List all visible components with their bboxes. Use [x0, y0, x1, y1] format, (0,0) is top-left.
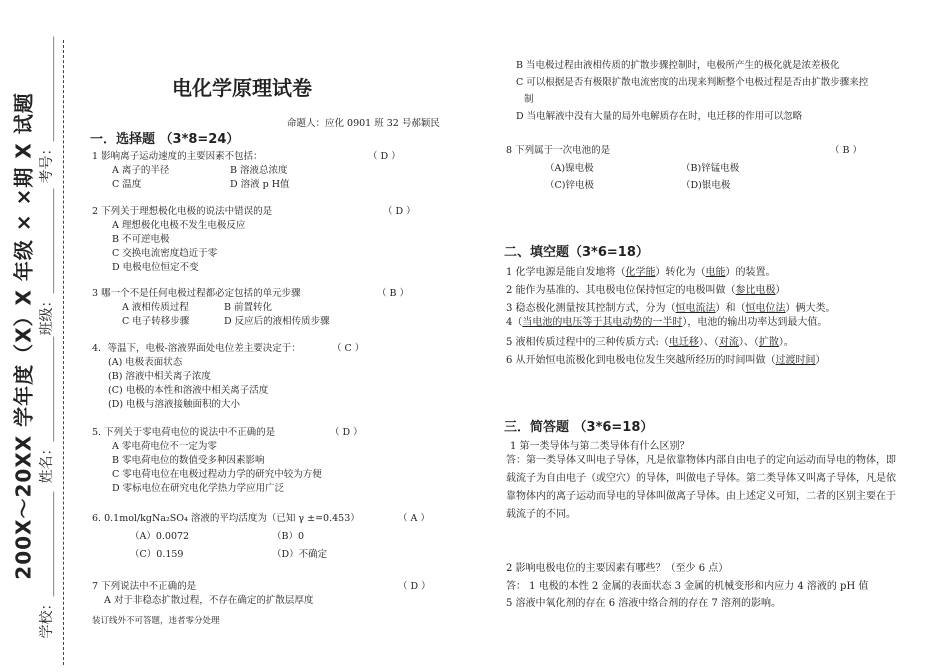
q2-option-d: D 电极电位恒定不变: [112, 262, 199, 273]
q7-option-b: B 当电极过程由液相传质的扩散步骤控制时，电极所产生的极化就是浓差极化: [516, 60, 840, 71]
q5-option-c: C 零电荷电位在电极过程动力学的研究中较为方便: [112, 469, 322, 480]
short-q1: 1 第一类导体与第二类导体有什么区别？: [510, 441, 690, 452]
field-school: 学校：_______________: [39, 491, 55, 639]
q5-option-b: B 零电荷电位的数值受多种因素影响: [112, 455, 265, 466]
fill-q3-answer1: 恒电流法: [675, 303, 716, 314]
q8-stem: 8 下列属于一次电池的是: [506, 145, 611, 156]
fill-q2-answer: 参比电极: [735, 285, 776, 296]
fill-q6: 6 从开始恒电流极化到电极电位发生突越所经历的时间叫做（过渡时间）: [506, 355, 826, 366]
q4-option-c: (C) 电极的本性和溶液中相关离子活度: [108, 385, 269, 396]
q2-option-c: C 交换电流密度趋近于零: [112, 248, 218, 259]
q7-stem: 7 下列说法中不正确的是: [92, 581, 197, 592]
q2-option-a: A 理想极化电极不发生电极反应: [112, 220, 246, 231]
q2-stem: 2 下列关于理想极化电极的说法中错误的是: [92, 206, 273, 217]
q1-option-d: D 溶液 p H值: [230, 179, 290, 190]
q6-option-b: （B）0: [272, 531, 305, 542]
q7-answer: （ D ）: [398, 581, 431, 592]
q7-option-d: D 当电解液中没有大量的局外电解质存在时，电迁移的作用可以忽略: [516, 111, 803, 122]
fill-q4-answer: 当电池的电压等于其电动势的一半时: [522, 317, 683, 328]
q8-option-c: （C)锌电极: [545, 180, 594, 191]
section1-heading: 一．选择题 （3*8=24）: [90, 132, 240, 147]
q3-option-d: D 反应后的液相传质步骤: [224, 316, 330, 327]
short-q2: 2 影响电极电位的主要因素有哪些？（至少 6 点）: [506, 563, 729, 574]
fill-q2: 2 能作为基准的、其电极电位保持恒定的电极叫做（参比电极）: [506, 285, 786, 296]
fill-q1-answer1: 化学能: [625, 267, 656, 278]
q1-option-a: A 离子的半径: [112, 165, 170, 176]
fill-q5-answer2: 对流: [718, 337, 739, 348]
fill-q1: 1 化学电源是能自发地将（化学能）转化为（电能）的装置。: [506, 267, 776, 278]
binding-line: [63, 40, 64, 665]
q6-answer: （ A ）: [398, 513, 430, 524]
q3-option-b: B 前置转化: [224, 302, 273, 313]
section3-heading: 三．简答题 （3*6=18）: [504, 420, 654, 435]
fill-q5-answer3: 扩散: [758, 337, 779, 348]
fill-q5-answer1: 电迁移: [668, 337, 699, 348]
fill-q1-answer2: 电能: [705, 267, 726, 278]
field-class: 班级：_______________: [39, 188, 55, 336]
fill-q6-answer: 过渡时间: [775, 355, 816, 366]
q4-option-a: (A) 电极表面状态: [108, 357, 183, 368]
q4-answer: （ C ）: [332, 343, 365, 354]
field-name: 姓名：_______________: [39, 336, 55, 484]
q6-option-a: （A）0.0072: [130, 531, 190, 542]
q8-option-b: （B)锌锰电极: [681, 163, 740, 174]
q4-option-d: (D) 电极与溶液接触面积的大小: [108, 399, 241, 410]
short-a1: 答：第一类导体又叫电子导体，凡是依靠物体内部自由电子的定向运动而导电的物体，即载流子为自由电子（或空穴）的导体，叫做电子导体。第二类导体又叫离子导体，凡是依靠物体内的离子运动而导电的导体叫做离子导体。由上述定义可知，二者的区别主要在于载流子的不同。: [506, 455, 896, 520]
page-title: 电化学原理试卷: [172, 76, 312, 100]
fill-q3: 3 稳态极化测量按其控制方式，分为（恒电流法）和（恒电位法）俩大类。: [506, 303, 836, 314]
q8-option-a: （A)镍电极: [545, 163, 594, 174]
q1-answer: （ D ）: [368, 151, 401, 162]
fill-q5: 5 液相传质过程中的三种传质方式:（电迁移）、（对流）、（扩散）。: [506, 337, 794, 348]
q3-option-c: C 电子转移步骤: [122, 316, 190, 327]
q7-option-c: C 可以根据是否有极限扩散电流密度的出现来判断整个电极过程是否由扩散步骤来控: [516, 77, 869, 88]
fill-q4: 4（当电池的电压等于其电动势的一半时），电池的输出功率达到最大值。: [506, 317, 828, 328]
author-line: 命题人：应化 0901 班 32 号郝颖民: [287, 118, 440, 129]
fill-q3-answer2: 恒电位法: [745, 303, 786, 314]
q4-option-b: (B) 溶液中相关离子浓度: [108, 371, 211, 382]
q5-stem: 5. 下列关于零电荷电位的说法中不正确的是: [92, 427, 276, 438]
q6-option-c: （C）0.159: [130, 549, 184, 560]
q2-option-b: B 不可逆电极: [112, 234, 170, 245]
q1-stem: 1 影响离子运动速度的主要因素不包括：: [92, 151, 263, 162]
q1-option-b: B 溶液总浓度: [230, 165, 288, 176]
q8-option-d: （D)银电极: [681, 180, 731, 191]
q3-answer: （ B ）: [377, 288, 410, 299]
section2-heading: 二、填空题（3*6=18）: [504, 245, 649, 260]
q8-answer: （ B ）: [830, 145, 863, 156]
exam-header-title: 200X～20XX 学年度（X）X 年级 × ×期 X 试题: [11, 92, 36, 580]
q4-stem: 4．等温下，电极-溶液界面处电位差主要决定于：: [92, 343, 301, 354]
q7-option-c-cont: 制: [524, 94, 534, 105]
q7-option-a: A 对于非稳态扩散过程，不存在确定的扩散层厚度: [104, 595, 314, 606]
q1-option-c: C 温度: [112, 179, 142, 190]
q6-option-d: （D）不确定: [272, 549, 328, 560]
field-exam-number: 考号：_______________: [39, 36, 55, 184]
q5-option-d: D 零标电位在研究电化学热力学应用广泛: [112, 483, 285, 494]
binding-strip: [0, 0, 80, 672]
q2-answer: （ D ）: [383, 206, 416, 217]
short-a2-line2: 5 溶液中氧化剂的存在 6 溶液中络合剂的存在 7 溶剂的影响。: [506, 598, 781, 609]
q3-stem: 3 哪一个不是任何电极过程都必定包括的单元步骤: [92, 288, 301, 299]
q6-stem: 6. 0.1mol/kgNa₂SO₄ 溶液的平均活度为（已知 γ ±=0.453）: [92, 513, 360, 524]
q3-option-a: A 液相传质过程: [122, 302, 189, 313]
q5-option-a: A 零电荷电位不一定为零: [112, 441, 217, 452]
q5-answer: （ D ）: [330, 427, 363, 438]
short-a2-line1: 答： 1 电极的本性 2 金属的表面状态 3 金属的机械变形和内应力 4 溶液的 pH 值: [506, 581, 869, 592]
binding-warning: 装订线外不可答题，违者零分处理: [92, 616, 220, 626]
